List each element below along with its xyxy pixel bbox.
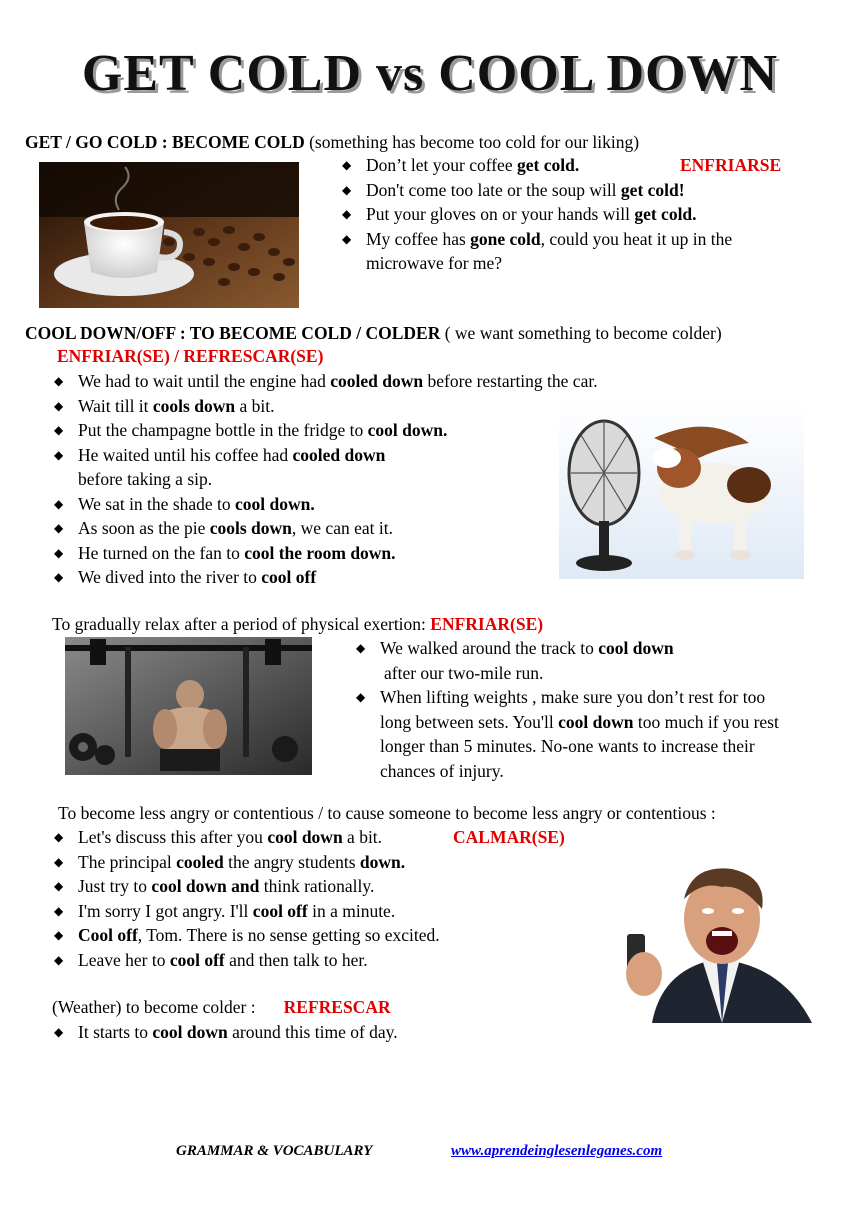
section2-note: ( we want something to become colder) [444,323,722,343]
list-item: ◆ I'm sorry I got angry. I'll cool off in a minute. [52,899,440,924]
list-item: ◆ We walked around the track to cool down after our two-mile run. [354,636,779,685]
list-item: ◆ We had to wait until the engine had cooled down before restarting the car. [52,369,598,394]
section2-heading-line [25,321,722,346]
list-item: ◆ The principal cooled the angry students down. [52,850,440,875]
coffee-cup-image [39,162,299,308]
angry-man-image [622,859,820,1023]
list-item: ◆ We dived into the river to cool off [52,565,598,590]
section3-intro: To gradually relax after a period of physical exertion: [52,614,431,634]
section4-list [52,825,440,972]
section1-note: (something has become too cold for our liking) [309,132,640,152]
list-item: ◆ Just try to cool down and think rationally. [52,874,440,899]
section4-intro: To become less angry or contentious / to cause someone to become less angry or contentious : [58,803,716,823]
section5-intro: (Weather) to become colder : [52,997,256,1017]
angry-man-picture [622,859,820,1023]
list-item: ◆ He waited until his coffee had cooled down before taking a sip. [52,443,598,492]
section2-tag: ENFRIAR(SE) / REFRESCAR(SE) [57,346,324,366]
list-item: ◆ Don't come too late or the soup will get cold! [340,178,732,203]
section1-tag: ENFRIARSE [680,155,782,175]
footer-label: GRAMMAR & VOCABULARY [176,1143,373,1159]
list-item: ◆ As soon as the pie cools down, we can eat it. [52,516,598,541]
section1-heading: GET / GO COLD : BECOME COLD [25,132,305,152]
list-item: ◆ My coffee has gone cold, could you heat it up in the microwave for me? [340,227,732,276]
list-item: ◆ We sat in the shade to cool down. [52,492,598,517]
dog-fan-picture [559,403,804,579]
section3-tag: ENFRIAR(SE) [430,614,544,634]
section5-tag: REFRESCAR [283,997,391,1017]
section3-intro-line [52,612,543,637]
list-item: ◆ It starts to cool down around this time of day. [52,1020,398,1045]
list-item: ◆ Let's discuss this after you cool down a bit. [52,825,440,850]
section1-list [340,153,732,276]
weightlifter-image [65,637,312,775]
section5-list [52,1020,398,1045]
footer-website-link[interactable]: www.aprendeinglesenleganes.com [451,1143,663,1159]
list-item: ◆ Put the champagne bottle in the fridge to cool down. [52,418,598,443]
list-item: ◆ Don’t let your coffee get cold. [340,153,732,178]
list-item: ◆ Cool off, Tom. There is no sense getting so excited. [52,923,440,948]
list-item: ◆ Leave her to cool off and then talk to her. [52,948,440,973]
page-title: GET COLD vs COOL DOWN [81,45,779,102]
section2-heading: COOL DOWN/OFF : TO BECOME COLD / COLDER [25,323,441,343]
weightlifter-picture [65,637,312,775]
list-item: ◆ When lifting weights , make sure you don’t rest for too long between sets. You'll cool down too much if you rest longer than 5 minutes. No-one wants to increase their chances of injury. [354,685,779,783]
section3-list [354,636,779,783]
section2-list [52,369,598,590]
dog-fan-image [559,403,804,579]
section1-heading-line [25,130,639,155]
list-item: ◆ Wait till it cools down a bit. [52,394,598,419]
list-item: ◆ Put your gloves on or your hands will get cold. [340,202,732,227]
section4-tag: CALMAR(SE) [453,827,565,847]
section5-intro-line [52,995,391,1020]
coffee-cup-picture [39,162,299,308]
list-item: ◆ He turned on the fan to cool the room down. [52,541,598,566]
